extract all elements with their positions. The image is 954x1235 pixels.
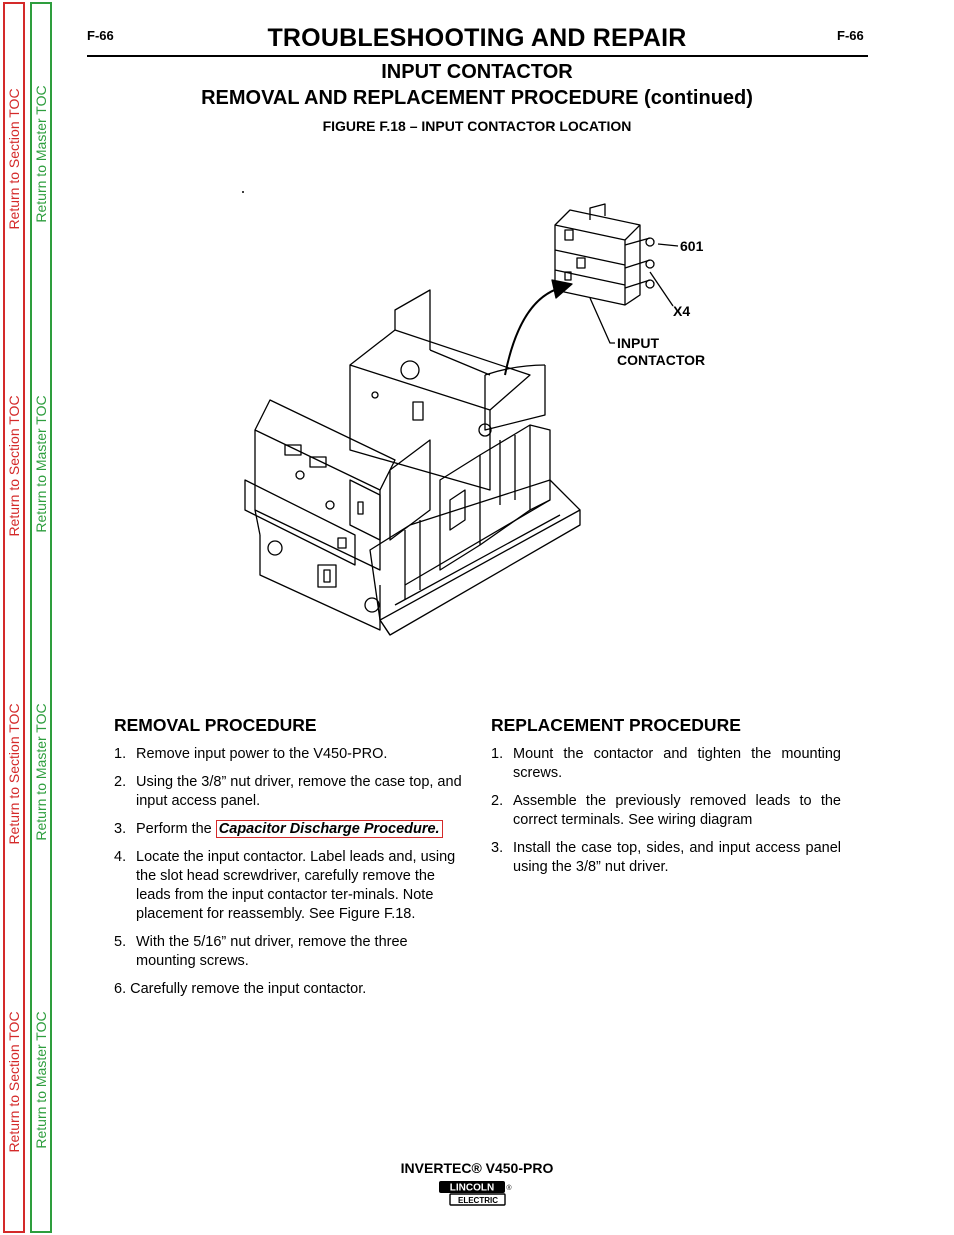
return-to-master-toc-link[interactable]: Return to Master TOC xyxy=(33,703,49,841)
step-text: Assemble the previously removed leads to the correct terminals. See wiring diagram xyxy=(513,793,841,828)
page-title: TROUBLESHOOTING AND REPAIR xyxy=(267,24,687,52)
step-number: 2. xyxy=(491,793,504,809)
replacement-heading: REPLACEMENT PROCEDURE xyxy=(491,715,741,735)
removal-step xyxy=(114,773,464,811)
step-number: 5. xyxy=(114,934,127,950)
removal-step xyxy=(114,848,464,924)
step-text: Remove input power to the V450-PRO. xyxy=(136,746,388,762)
page-number-left: F-66 xyxy=(87,28,114,43)
removal-step xyxy=(114,980,464,999)
section-subtitle: REMOVAL AND REPLACEMENT PROCEDURE (continued) xyxy=(201,87,753,109)
step-text: Using the 3/8” nut driver, remove the case top, and input access panel. xyxy=(136,774,462,809)
footer-model-name: INVERTEC® V450-PRO xyxy=(400,1160,554,1176)
return-to-section-toc-link[interactable]: Return to Section TOC xyxy=(6,703,22,845)
step-text: Mount the contactor and tighten the mounting screws. xyxy=(513,746,841,781)
step-text: Locate the input contactor. Label leads and, using the slot head screwdriver, carefully remove the leads from the input contactor ter-minals. Note placement for reassembly. See Figure F.18. xyxy=(136,849,456,922)
master-toc-bar xyxy=(30,2,52,1233)
figure-caption: FIGURE F.18 – INPUT CONTACTOR LOCATION xyxy=(322,118,632,134)
logo-registered-mark: ® xyxy=(506,1185,512,1192)
terminal-x4-label: X4 xyxy=(673,303,691,319)
page-number-right: F-66 xyxy=(837,28,864,43)
step-text: Install the case top, sides, and input access panel using the 3/8” nut driver. xyxy=(513,840,841,875)
return-to-section-toc-link[interactable]: Return to Section TOC xyxy=(6,88,22,230)
return-to-master-toc-link[interactable]: Return to Master TOC xyxy=(33,85,49,223)
removal-heading: REMOVAL PROCEDURE xyxy=(114,715,317,735)
removal-procedure xyxy=(114,716,464,1008)
step-number: 4. xyxy=(114,849,127,865)
terminal-601-label: 601 xyxy=(680,238,704,254)
return-to-section-toc-link[interactable]: Return to Section TOC xyxy=(6,1011,22,1153)
capacitor-discharge-procedure-link[interactable]: Capacitor Discharge Procedure. xyxy=(216,820,443,838)
replacement-procedure xyxy=(491,716,841,886)
input-contactor-label-line2: CONTACTOR xyxy=(617,352,706,368)
replacement-step xyxy=(491,745,841,783)
step-text: 6. Carefully remove the input contactor. xyxy=(114,981,367,997)
step-number: 1. xyxy=(491,746,504,762)
step-number: 2. xyxy=(114,774,127,790)
return-to-section-toc-link[interactable]: Return to Section TOC xyxy=(6,395,22,537)
logo-text-top: LINCOLN xyxy=(449,1182,495,1194)
step-number: 3. xyxy=(114,821,127,837)
replacement-step xyxy=(491,839,841,877)
logo-text-bottom: ELECTRIC xyxy=(458,1196,498,1205)
replacement-step xyxy=(491,792,841,830)
step-number: 3. xyxy=(491,840,504,856)
step-text: With the 5/16” nut driver, remove the three mounting screws. xyxy=(136,934,408,969)
removal-step xyxy=(114,745,464,764)
input-contactor-location-figure xyxy=(230,180,730,640)
section-toc-bar xyxy=(3,2,25,1233)
return-to-master-toc-link[interactable]: Return to Master TOC xyxy=(33,395,49,533)
lincoln-electric-logo xyxy=(438,1180,514,1208)
input-contactor-label xyxy=(617,335,705,369)
removal-step xyxy=(114,820,464,839)
return-to-master-toc-link[interactable]: Return to Master TOC xyxy=(33,1011,49,1149)
step-text: Perform the xyxy=(136,821,216,837)
removal-step xyxy=(114,933,464,971)
step-number: 1. xyxy=(114,746,127,762)
header-divider xyxy=(87,55,868,57)
section-title: INPUT CONTACTOR xyxy=(381,61,573,83)
input-contactor-label-line1: INPUT xyxy=(617,335,659,351)
